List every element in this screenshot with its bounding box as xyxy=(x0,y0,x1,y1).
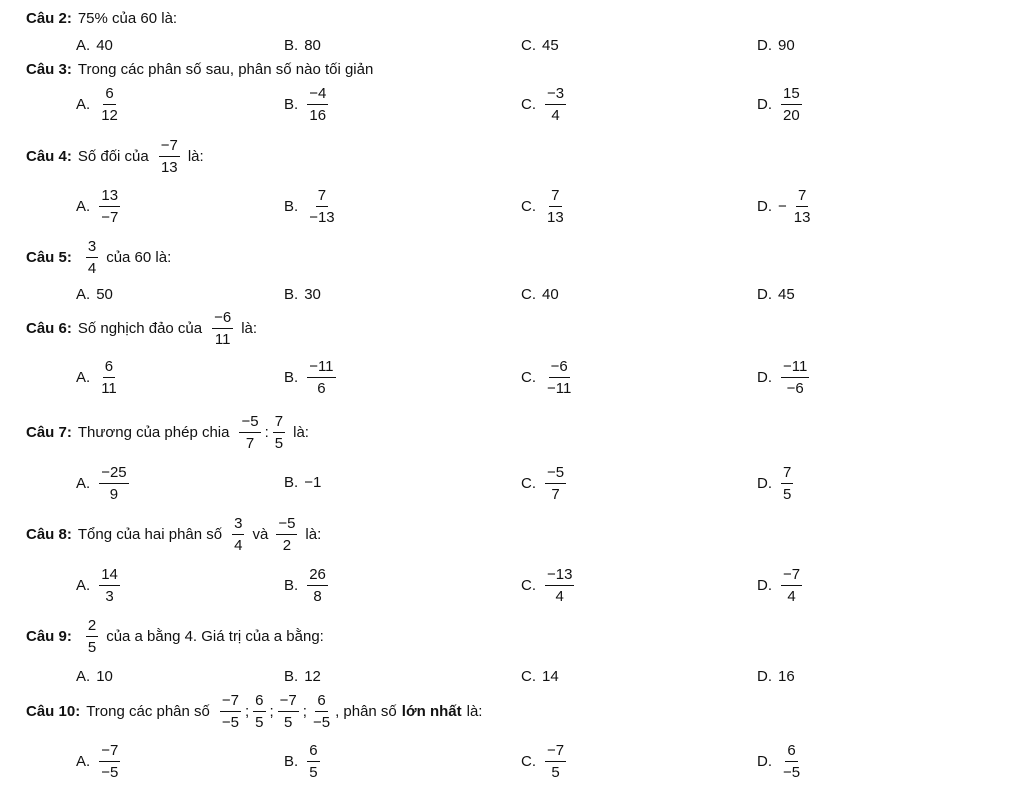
question-text: Số nghịch đảo của xyxy=(77,320,203,337)
question-6 xyxy=(26,310,262,347)
question-text-end: là: xyxy=(466,703,483,720)
denominator: −5 xyxy=(221,714,239,731)
numerator: 26 xyxy=(307,567,328,586)
option-d xyxy=(757,567,805,604)
denominator: −13 xyxy=(309,209,335,226)
denominator: 5 xyxy=(284,714,293,731)
numerator: 6 xyxy=(785,743,797,762)
denominator: 16 xyxy=(309,107,327,124)
numerator: 6 xyxy=(315,693,327,712)
option-value: 40 xyxy=(96,37,113,54)
option-d xyxy=(757,743,805,780)
numerator: 7 xyxy=(273,414,285,433)
fraction xyxy=(99,86,120,123)
numerator: 15 xyxy=(781,86,802,105)
option-c xyxy=(521,37,559,54)
question-10 xyxy=(26,693,482,730)
option-label: B. xyxy=(284,198,299,215)
option-label: B. xyxy=(284,286,299,303)
option-label: B. xyxy=(284,369,299,386)
option-label: D. xyxy=(757,753,772,770)
fraction xyxy=(781,567,802,604)
option-label: B. xyxy=(284,577,299,594)
denominator: 5 xyxy=(274,435,284,452)
division-sign: : xyxy=(264,424,269,441)
fraction xyxy=(781,743,802,780)
denominator: 13 xyxy=(160,159,178,176)
option-a xyxy=(76,567,123,604)
fraction xyxy=(307,359,335,396)
question-text-end: là: xyxy=(187,148,204,165)
question-number: Câu 3: xyxy=(26,61,72,78)
numerator: 13 xyxy=(99,188,120,207)
denominator: 20 xyxy=(783,107,800,124)
option-label: A. xyxy=(76,198,91,215)
question-4 xyxy=(26,138,209,175)
numerator: −5 xyxy=(276,516,297,535)
question-text: 75% của 60 là: xyxy=(77,10,178,27)
option-label: A. xyxy=(76,668,91,685)
denominator: −7 xyxy=(101,209,119,226)
numerator: −7 xyxy=(781,567,802,586)
numerator: 7 xyxy=(796,188,808,207)
numerator: −4 xyxy=(307,86,328,105)
option-c xyxy=(521,286,559,303)
question-text: Tổng của hai phân số xyxy=(77,526,223,543)
numerator: −7 xyxy=(99,743,120,762)
option-value: 14 xyxy=(542,668,559,685)
question-text: Trong các phân số sau, phân số nào tối giản xyxy=(77,61,374,78)
option-label: B. xyxy=(284,753,299,770)
denominator: −5 xyxy=(312,714,331,731)
fraction xyxy=(792,188,813,225)
option-label: D. xyxy=(757,369,772,386)
option-b xyxy=(284,668,321,685)
fraction xyxy=(159,138,180,175)
option-c xyxy=(521,86,569,123)
numerator: −7 xyxy=(278,693,299,712)
question-3 xyxy=(26,61,373,78)
question-text-end: là: xyxy=(293,424,309,441)
numerator: −5 xyxy=(545,465,566,484)
option-label: A. xyxy=(76,369,91,386)
option-label: B. xyxy=(284,474,299,491)
numerator: 14 xyxy=(99,567,120,586)
separator: ; xyxy=(302,703,307,720)
question-7 xyxy=(26,414,314,451)
fraction xyxy=(99,743,120,780)
question-text: Số đối của xyxy=(77,148,149,165)
option-value: 45 xyxy=(778,286,795,303)
fraction xyxy=(99,567,120,604)
denominator: 2 xyxy=(282,537,292,554)
separator: ; xyxy=(269,703,274,720)
option-label: B. xyxy=(284,37,299,54)
question-text-bold: lớn nhất xyxy=(401,703,462,720)
fraction xyxy=(86,618,98,655)
option-label: D. xyxy=(757,668,772,685)
denominator: 9 xyxy=(109,486,119,503)
option-c xyxy=(521,359,576,396)
denominator: 4 xyxy=(87,260,97,277)
numerator: −7 xyxy=(545,743,566,762)
separator: ; xyxy=(244,703,250,720)
option-value: 12 xyxy=(304,668,321,685)
option-d xyxy=(757,37,795,54)
numerator: −6 xyxy=(549,359,570,378)
question-number: Câu 2: xyxy=(26,10,72,27)
numerator: −11 xyxy=(307,359,335,378)
numerator: 6 xyxy=(253,693,265,712)
option-label: D. xyxy=(757,475,772,492)
option-a xyxy=(76,188,123,225)
option-b xyxy=(284,37,321,54)
option-label: C. xyxy=(521,577,536,594)
question-2 xyxy=(26,10,177,27)
option-value: 30 xyxy=(304,286,321,303)
option-d xyxy=(757,359,812,396)
question-number: Câu 8: xyxy=(26,526,72,543)
fraction xyxy=(99,359,119,396)
denominator: 7 xyxy=(245,435,255,452)
numerator: −25 xyxy=(99,465,128,484)
denominator: 11 xyxy=(214,331,231,348)
fraction xyxy=(232,516,244,553)
fraction xyxy=(545,359,573,396)
option-c xyxy=(521,743,569,780)
question-text: Trong các phân số xyxy=(86,703,210,720)
denominator: 8 xyxy=(313,588,322,605)
numerator: 7 xyxy=(549,188,561,207)
fraction xyxy=(545,465,566,502)
numerator: 3 xyxy=(86,239,98,258)
question-9 xyxy=(26,618,329,655)
fraction xyxy=(276,516,297,553)
option-b xyxy=(284,188,340,225)
numerator: −7 xyxy=(159,138,180,157)
option-label: A. xyxy=(76,577,91,594)
numerator: −11 xyxy=(781,359,809,378)
option-label: A. xyxy=(76,753,91,770)
option-value: 10 xyxy=(96,668,113,685)
option-label: C. xyxy=(521,475,536,492)
question-text-after: , phân số xyxy=(335,703,397,720)
option-b xyxy=(284,743,323,780)
fraction xyxy=(99,188,120,225)
option-a xyxy=(76,465,132,502)
fraction xyxy=(212,310,233,347)
option-label: A. xyxy=(76,37,91,54)
option-label: D. xyxy=(757,37,772,54)
fraction xyxy=(220,693,241,730)
fraction xyxy=(239,414,260,451)
fraction xyxy=(311,693,332,730)
option-value: 40 xyxy=(542,286,559,303)
option-label: C. xyxy=(521,198,536,215)
question-text-end: là: xyxy=(305,526,322,543)
option-label: D. xyxy=(757,198,772,215)
option-d xyxy=(757,86,805,123)
option-a xyxy=(76,668,113,685)
question-text: Thương của phép chia xyxy=(77,424,230,441)
fraction xyxy=(86,239,98,276)
denominator: 6 xyxy=(317,380,326,397)
option-b xyxy=(284,474,321,491)
numerator: −6 xyxy=(212,310,233,329)
option-c xyxy=(521,668,559,685)
numerator: −7 xyxy=(220,693,241,712)
option-a xyxy=(76,743,123,780)
option-a xyxy=(76,359,122,396)
option-label: A. xyxy=(76,286,91,303)
fraction xyxy=(545,86,566,123)
option-b xyxy=(284,567,331,604)
option-label: B. xyxy=(284,668,299,685)
denominator: 4 xyxy=(787,588,796,605)
fraction xyxy=(545,188,566,225)
numerator: 3 xyxy=(232,516,244,535)
numerator: 6 xyxy=(103,359,115,378)
fraction xyxy=(99,465,128,502)
question-number: Câu 9: xyxy=(26,628,72,645)
option-label: C. xyxy=(521,96,536,113)
denominator: 4 xyxy=(234,537,243,554)
denominator: −5 xyxy=(783,764,801,781)
fraction xyxy=(307,86,328,123)
denominator: −6 xyxy=(786,380,804,397)
fraction xyxy=(781,359,809,396)
option-value: 90 xyxy=(778,37,795,54)
denominator: −5 xyxy=(101,764,119,781)
option-label: A. xyxy=(76,96,91,113)
question-text-end: của 60 là: xyxy=(106,249,172,266)
question-number: Câu 7: xyxy=(26,424,72,441)
denominator: 3 xyxy=(105,588,114,605)
option-label: D. xyxy=(757,96,772,113)
option-d xyxy=(757,465,796,502)
fraction xyxy=(307,743,319,780)
option-value: 45 xyxy=(542,37,559,54)
numerator: 7 xyxy=(316,188,328,207)
denominator: 12 xyxy=(101,107,118,124)
question-number: Câu 4: xyxy=(26,148,72,165)
question-5 xyxy=(26,239,176,276)
denominator: 5 xyxy=(551,764,560,781)
fraction xyxy=(545,567,574,604)
question-number: Câu 6: xyxy=(26,320,72,337)
fraction xyxy=(307,188,336,225)
minus-sign: − xyxy=(778,198,787,215)
option-label: D. xyxy=(757,286,772,303)
question-text-mid: và xyxy=(252,526,269,543)
option-label: C. xyxy=(521,668,536,685)
denominator: 13 xyxy=(547,209,564,226)
option-d xyxy=(757,188,815,225)
option-label: C. xyxy=(521,369,536,386)
fraction xyxy=(545,743,566,780)
option-value: 80 xyxy=(304,37,321,54)
option-a xyxy=(76,286,113,303)
question-text-end: là: xyxy=(241,320,258,337)
denominator: 5 xyxy=(309,764,318,781)
question-number: Câu 5: xyxy=(26,249,72,266)
fraction xyxy=(781,86,802,123)
question-text-end: của a bằng 4. Giá trị của a bằng: xyxy=(106,628,324,645)
option-label: B. xyxy=(284,96,299,113)
option-label: A. xyxy=(76,475,91,492)
option-label: C. xyxy=(521,753,536,770)
option-label: C. xyxy=(521,286,536,303)
numerator: 6 xyxy=(103,86,115,105)
denominator: 5 xyxy=(255,714,264,731)
option-a xyxy=(76,37,113,54)
option-label: D. xyxy=(757,577,772,594)
option-d xyxy=(757,286,795,303)
fraction xyxy=(307,567,328,604)
denominator: 13 xyxy=(793,209,811,226)
numerator: 2 xyxy=(86,618,98,637)
option-d xyxy=(757,668,795,685)
question-number: Câu 10: xyxy=(26,703,81,720)
option-a xyxy=(76,86,123,123)
option-value: 16 xyxy=(778,668,795,685)
option-c xyxy=(521,188,569,225)
question-8 xyxy=(26,516,326,553)
denominator: 4 xyxy=(551,107,560,124)
fraction xyxy=(278,693,299,730)
denominator: 7 xyxy=(551,486,560,503)
numerator: −13 xyxy=(545,567,574,586)
option-c xyxy=(521,465,569,502)
denominator: 5 xyxy=(783,486,792,503)
option-value: 50 xyxy=(96,286,113,303)
numerator: 6 xyxy=(307,743,319,762)
option-b xyxy=(284,359,339,396)
denominator: 5 xyxy=(87,639,97,656)
option-c xyxy=(521,567,577,604)
numerator: 7 xyxy=(781,465,793,484)
denominator: 4 xyxy=(555,588,564,605)
fraction xyxy=(253,693,265,730)
denominator: −11 xyxy=(547,380,572,397)
fraction xyxy=(273,414,285,451)
option-b xyxy=(284,86,331,123)
fraction xyxy=(781,465,793,502)
denominator: 11 xyxy=(101,380,117,397)
option-b xyxy=(284,286,321,303)
option-value: −1 xyxy=(304,474,322,491)
numerator: −3 xyxy=(545,86,566,105)
option-label: C. xyxy=(521,37,536,54)
numerator: −5 xyxy=(239,414,260,433)
